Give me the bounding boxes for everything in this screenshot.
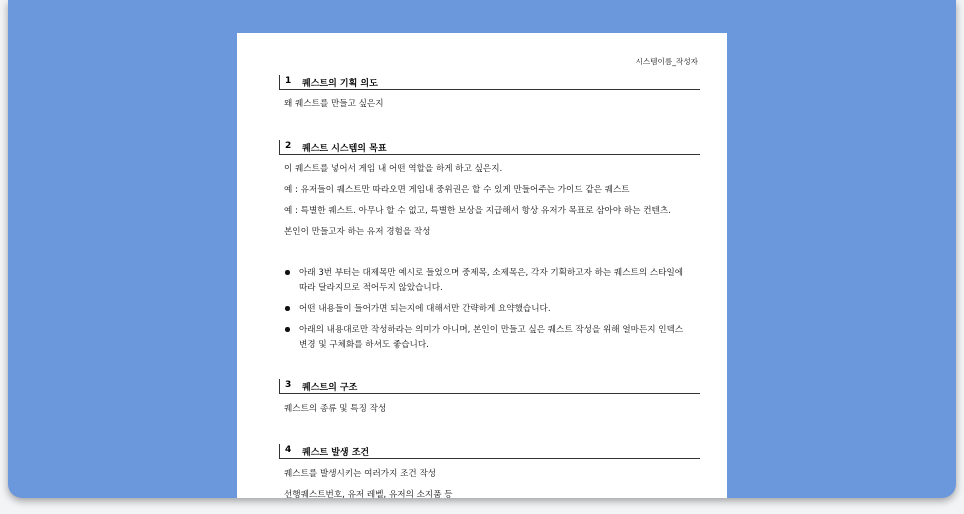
- bullet-icon: [285, 306, 290, 311]
- section-title: 퀘스트의 기획 의도: [302, 79, 378, 89]
- paragraph: 예 : 유저들이 퀘스트만 따라오면 게임내 중위권은 할 수 있게 만들어주는 가이드 같은 퀘스트: [284, 185, 630, 195]
- section-title: 퀘스트 시스템의 목표: [302, 144, 387, 154]
- bullet-text: 변경 및 구체화를 하셔도 좋습니다.: [299, 340, 429, 350]
- section-heading-3: [279, 379, 700, 394]
- section-number: 1: [285, 76, 292, 86]
- paragraph: 예 : 특별한 퀘스트. 아무나 할 수 없고, 특별한 보상을 지급해서 항상 유저가 목표로 삼아야 하는 컨텐츠.: [284, 206, 671, 216]
- bullet-text: 아래의 내용대로만 작성하라는 의미가 아니며, 본인이 만들고 싶은 퀘스트 작성을 위해 얼마든지 인덱스: [299, 325, 684, 335]
- document-page: [237, 33, 727, 498]
- bullet-icon: [285, 270, 290, 275]
- section-number: 4: [285, 445, 292, 455]
- paragraph: 이 퀘스트를 넣어서 게임 내 어떤 역할을 하게 하고 싶은지.: [284, 164, 503, 174]
- bullet-text: 따라 달라지므로 적어두지 않았습니다.: [299, 283, 443, 293]
- section-number: 3: [285, 380, 292, 390]
- bullet-text: 아래 3번 부터는 대제목만 예시로 들었으며 중제목, 소제목은, 각자 기획하고자 하는 퀘스트의 스타일에: [299, 268, 684, 278]
- section-heading-1: [279, 75, 700, 90]
- paragraph: 퀘스트를 발생시키는 여러가지 조건 작성: [284, 469, 437, 479]
- paragraph: 퀘스트의 종류 및 특징 작성: [284, 404, 387, 414]
- paragraph: 왜 퀘스트를 만들고 싶은지: [284, 99, 384, 109]
- bullet-text: 어떤 내용들이 들어가면 되는지에 대해서만 간략하게 요약했습니다.: [299, 304, 551, 314]
- paragraph: 본인이 만들고자 하는 유저 경험을 작성: [284, 227, 431, 237]
- page-header: 시스템이름_작성자: [635, 57, 698, 66]
- bullet-icon: [285, 327, 290, 332]
- section-heading-2: [279, 140, 700, 155]
- background-panel: [8, 0, 956, 498]
- section-title: 퀘스트의 구조: [302, 383, 358, 393]
- section-title: 퀘스트 발생 조건: [302, 448, 370, 458]
- section-number: 2: [285, 141, 292, 151]
- section-heading-4: [279, 444, 700, 459]
- paragraph: 선행퀘스트번호, 유저 레벨, 유저의 소지품 등: [284, 490, 453, 498]
